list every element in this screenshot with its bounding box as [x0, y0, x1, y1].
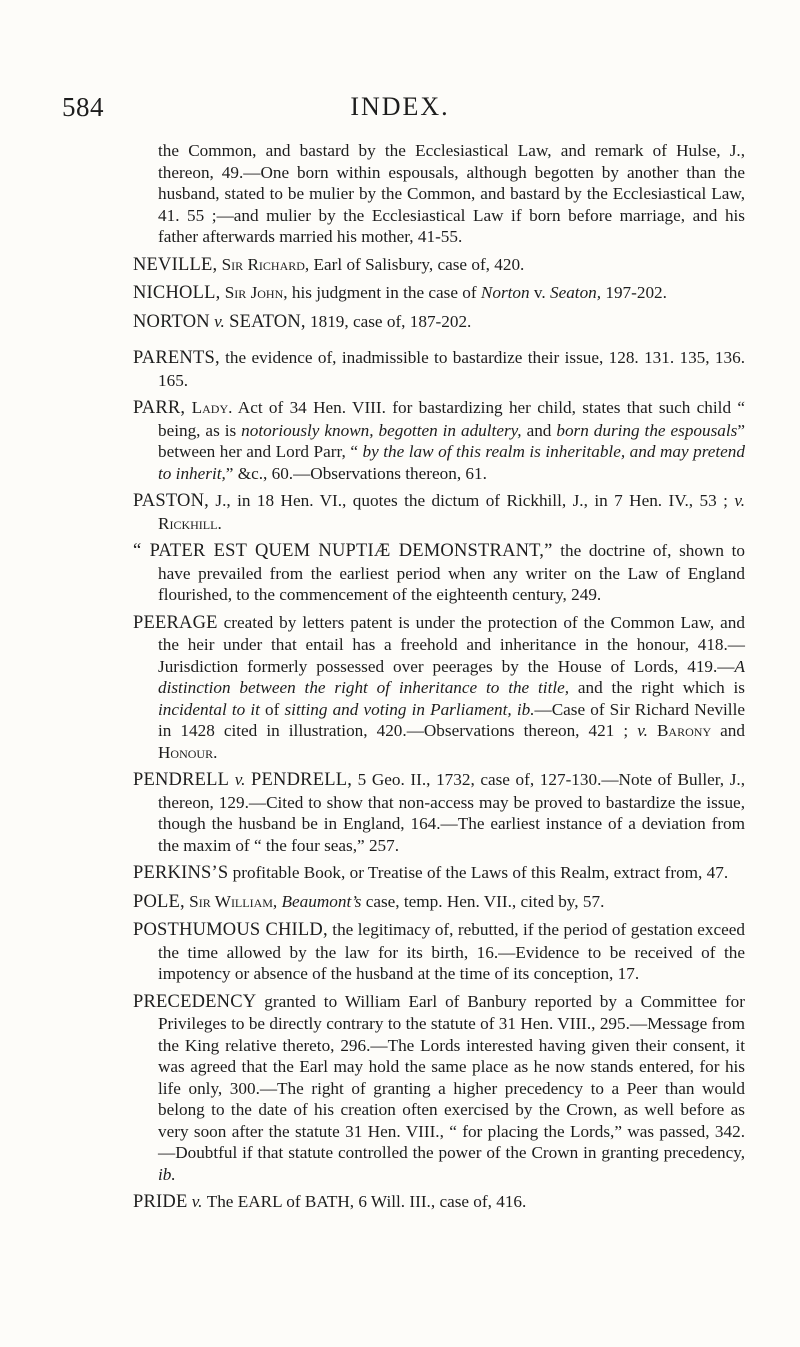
index-entry-pater-est	[133, 540, 745, 606]
index-entry-posthumous-child	[133, 919, 745, 985]
case-name: Beaumont’s	[277, 891, 362, 911]
entry-text: the legitimacy of, rebutted, if the period of gestation exceed the time allowed by the law for its birth, 16.—Evidence to be received of the impotency or absence of the husband at the time of its conception, 17.	[158, 920, 745, 983]
quote-italic: A distinction between the right of inheritance to the title,	[158, 656, 745, 697]
entry-heading: PARENTS,	[133, 348, 220, 368]
index-entry-precedency	[133, 991, 745, 1186]
entry-title: Sir Richard,	[221, 254, 310, 274]
index-entry-pride	[133, 1191, 745, 1214]
index-entry-neville	[133, 254, 745, 277]
entry-heading: POSTHUMOUS CHILD,	[133, 920, 328, 940]
entry-text: ” between her and Lord Parr, “	[158, 420, 745, 461]
entry-text: the Common, and bastard by the Ecclesiastical Law, and remark of Hulse, J., thereon, 49.—One born within espousals, although begotten by another than the husband, stated to be mulier by the Common, and bastard by the Ecclesiastical Law, 41. 55 ;—and mulier by the Ecclesiastical Law if born before marriage, and his father afterwards married his mother, 41-55.	[158, 141, 745, 246]
entry-heading: PASTON,	[133, 491, 209, 511]
entry-heading: PENDRELL	[133, 770, 230, 790]
case-name: Norton	[480, 283, 530, 302]
index-entries	[133, 140, 745, 1220]
index-entry-peerage	[133, 612, 745, 764]
versus: v.	[229, 770, 252, 789]
versus: v.	[637, 721, 648, 740]
entry-text: 1819, case of, 187-202.	[305, 311, 472, 331]
entry-heading: SEATON,	[229, 311, 306, 332]
index-entry-pendrell	[133, 769, 745, 856]
versus: v.	[187, 1192, 207, 1211]
entry-text: of	[259, 699, 285, 719]
entry-text: 197-202.	[601, 283, 667, 302]
index-entry-nicholl	[133, 282, 745, 305]
entry-text: created by letters patent is under the protection of the Common Law, and the heir under that entail has a freehold and inheritance in the honour, 418.—Jurisdiction formerly possessed over peerages by the House of Lords, 419.—	[158, 612, 745, 676]
entry-text: the evidence of, inadmissible to bastardize their issue, 128. 131. 135, 136. 165.	[158, 348, 745, 390]
index-entry-perkins	[133, 862, 745, 885]
entry-heading: PERKINS’S	[133, 863, 229, 883]
quote-italic: by the law of this realm is inheritable, and may pretend to inherit,	[158, 442, 745, 483]
index-entry-paston	[133, 490, 745, 534]
index-entry-continued	[133, 140, 745, 248]
index-entry-pole	[133, 891, 745, 914]
page-number: 584	[62, 92, 104, 122]
entry-heading: The EARL of BATH,	[206, 1192, 355, 1211]
entry-heading: PARR,	[133, 398, 186, 418]
entry-heading: NICHOLL,	[133, 283, 221, 303]
running-head: INDEX.	[350, 92, 450, 121]
entry-text: ” &c., 60.—Observations thereon, 61.	[225, 463, 487, 483]
quote-italic: notoriously known, begotten in adultery,	[241, 420, 522, 440]
entry-text: and	[711, 721, 745, 740]
entry-heading: PRECEDENCY	[133, 991, 257, 1012]
entry-title: Sir John,	[224, 283, 288, 302]
index-entry-parr	[133, 397, 745, 484]
entry-heading: PEERAGE	[133, 612, 218, 633]
entry-text: and the right which is	[569, 678, 746, 697]
entry-text: Act of 34 Hen. VIII. for bastardizing her child, states that such child “ being, as is	[158, 398, 746, 440]
quote-italic: incidental to it	[158, 699, 260, 719]
entry-heading: PENDRELL,	[251, 770, 353, 790]
entry-title: Sir William,	[189, 891, 278, 911]
versus: v.	[209, 311, 230, 331]
index-entry-parents	[133, 347, 745, 391]
page-header	[0, 92, 800, 122]
entry-heading: PRIDE	[133, 1192, 188, 1212]
cross-reference: Honour.	[158, 742, 218, 762]
entry-heading: POLE,	[133, 891, 185, 912]
versus: v.	[734, 491, 745, 510]
entry-text: his judgment in the case of	[287, 283, 481, 302]
entry-text: Earl of Salisbury, case of, 420.	[309, 254, 525, 274]
ibid: ib.	[158, 1164, 176, 1184]
entry-text: and	[521, 420, 557, 440]
entry-text: granted to William Earl of Banbury reported by a Committee for Privileges to be directly contrary to the statute of 31 Hen. VIII., 295.—Message from the King relative thereto, 296.—The Lords interested having given their consent, it was agreed that the Earl may hold the same place as he now stands entered, for his life only, 300.—The right of granting a higher precedency to a Peer than would belong to the date of his creation often exercised by the Crown, as well before as very soon after the statute 31 Hen. VIII., “ for placing the Lords,” was passed, 342.—Doubtful if that statute controlled the power of the Crown in granting precedency,	[158, 991, 745, 1162]
entry-text: the doctrine of, shown to have prevailed from the earliest period when any writer on the Law of England flourished, to the commencement of the eighteenth century, 249.	[158, 541, 745, 604]
entry-text: case, temp. Hen. VII., cited by, 57.	[361, 891, 605, 911]
entry-heading: NEVILLE,	[133, 254, 218, 275]
entry-heading: NORTON	[133, 311, 210, 332]
versus: v.	[529, 283, 550, 302]
cross-reference: Barony	[647, 721, 712, 740]
entry-text: 6 Will. III., case of, 416.	[354, 1192, 527, 1211]
entry-text: 5 Geo. II., 1732, case of, 127-130.—Note of Buller, J., thereon, 129.—Cited to show that non-access may be proved to bastardize the issue, though the husband be in England, 164.—The earliest instance of a deviation from the maxim of “ the four seas,” 257.	[158, 770, 745, 855]
cross-reference: Rickhill.	[158, 513, 222, 533]
index-entry-norton	[133, 311, 745, 334]
entry-heading: “ PATER EST QUEM NUPTIÆ DEMONSTRANT,”	[133, 541, 553, 561]
entry-text: J., in 18 Hen. VI., quotes the dictum of Rickhill, J., in 7 Hen. IV., 53 ;	[208, 491, 735, 510]
quote-italic: sitting and voting in Parliament, ib.	[284, 699, 535, 719]
case-name: Seaton,	[549, 283, 602, 302]
entry-text: profitable Book, or Treatise of the Laws of this Realm, extract from, 47.	[228, 863, 729, 882]
entry-text: —Case of Sir Richard Neville in 1428 cited in illustration, 420.—Observations thereon, 421 ;	[158, 699, 745, 740]
quote-italic: born during the espousals	[556, 420, 738, 440]
entry-title: Lady.	[191, 398, 233, 417]
